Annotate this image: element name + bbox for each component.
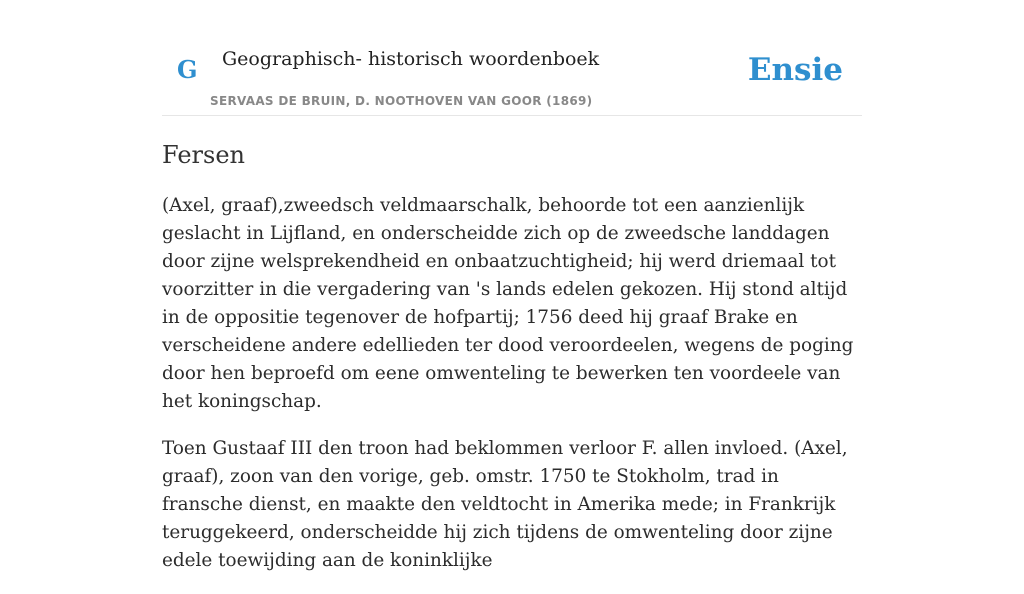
entry-title: Fersen bbox=[162, 141, 245, 169]
entry-paragraph: (Axel, graaf),zweedsch veldmaarschalk, behoorde tot een aanzienlijk geslacht in Lijfland, en onderscheidde zich op de zweedsche landdagen door zijne welsprekendheid en onbaatzuchtigheid; hij werd driemaal tot voorzitter in die vergadering van 's lands edelen gekozen. Hij stond altijd in de oppositie tegenover de hofpartij; 1756 deed hij graaf Brake en verscheidene andere edellieden ter dood veroordeelen, wegens de poging door hen beproefd om eene omwenteling te bewerken ten voordeele van het koningschap. bbox=[162, 195, 854, 412]
book-letter-badge[interactable]: G bbox=[177, 55, 198, 84]
book-authors: SERVAAS DE BRUIN, D. NOOTHOVEN VAN GOOR (1869) bbox=[210, 94, 593, 108]
content-container bbox=[162, 0, 862, 571]
book-header bbox=[162, 0, 862, 116]
brand-logo[interactable]: Ensie bbox=[747, 52, 843, 88]
book-title[interactable]: Geographisch- historisch woordenboek bbox=[222, 48, 600, 70]
entry-paragraph: Toen Gustaaf III den troon had beklommen verloor F. allen invloed. (Axel, graaf), zoon van den vorige, geb. omstr. 1750 te Stokholm, trad in fransche dienst, en maakte den veldtocht in Amerika mede; in Frankrijk teruggekeerd, onderscheidde hij zich tijdens de omwenteling door zijne edele toewijding aan de koninklijke bbox=[162, 438, 848, 571]
entry-body bbox=[162, 192, 862, 594]
